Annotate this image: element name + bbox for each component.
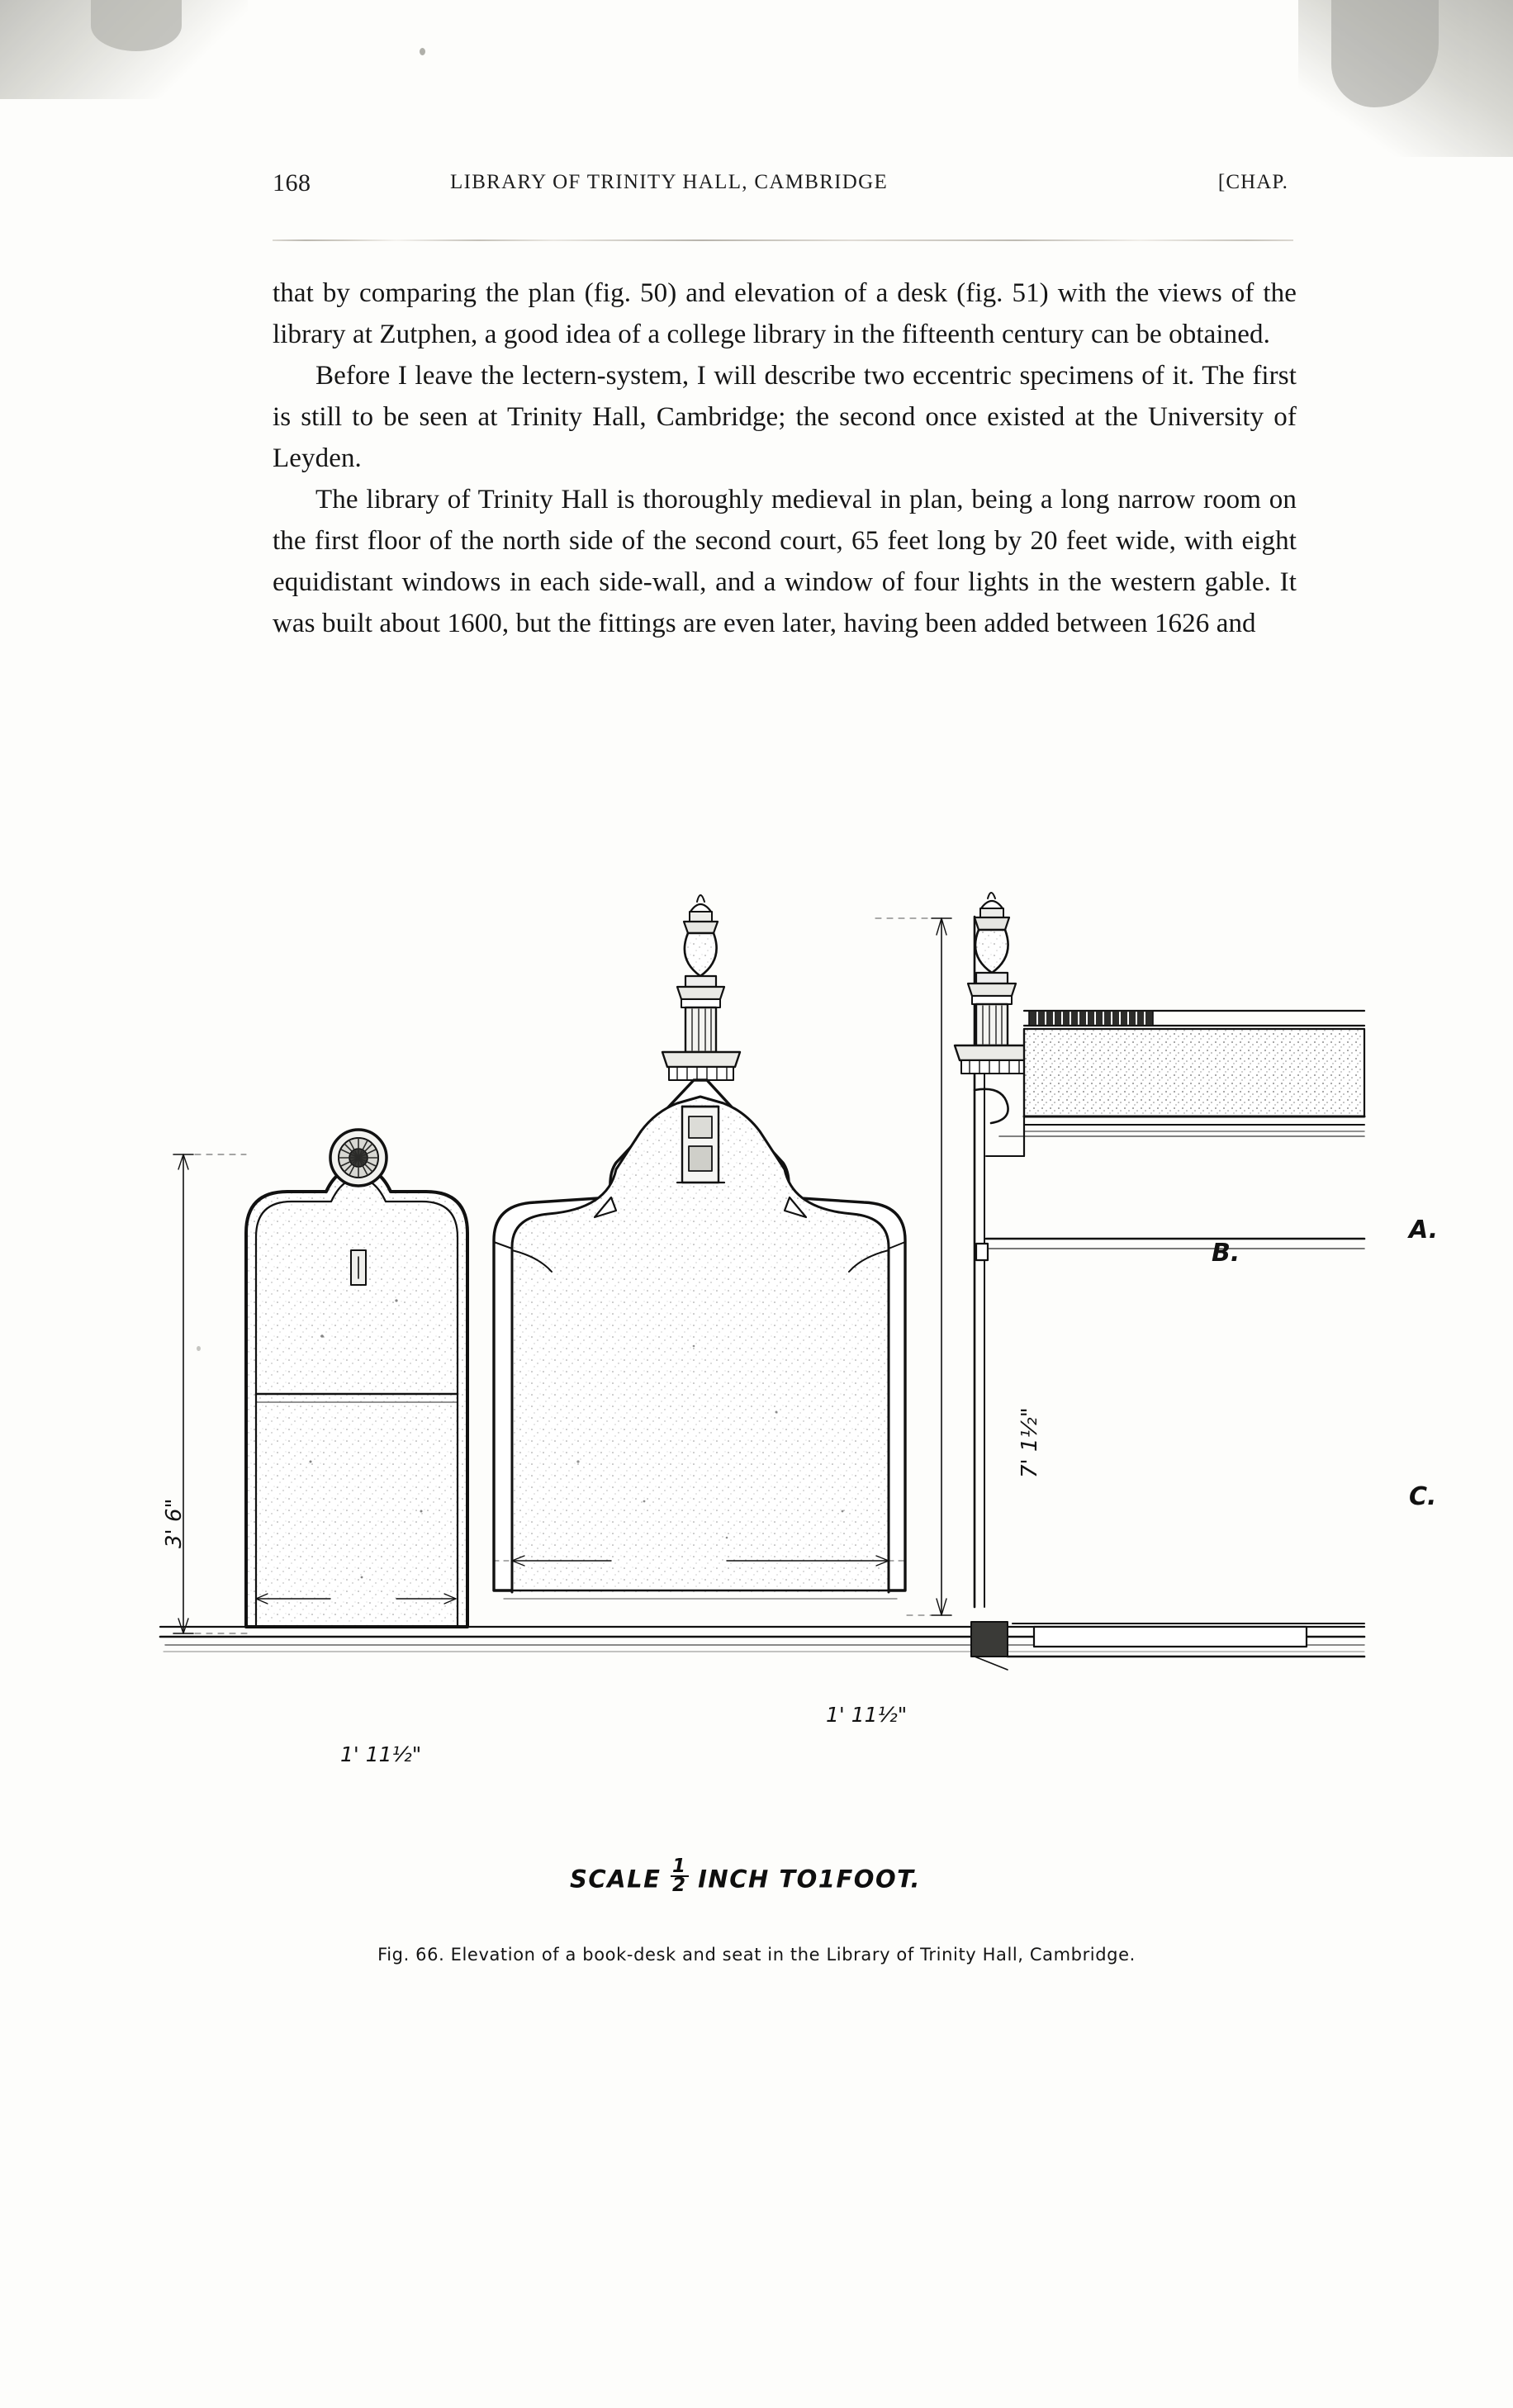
dimension-seat-height: 3' 6" — [162, 1498, 187, 1548]
scale-note-suffix: FOOT. — [836, 1865, 921, 1894]
scale-note-unit: 1 — [818, 1865, 837, 1894]
scan-shadow-top-right — [1298, 0, 1513, 157]
paragraph-1: that by comparing the plan (fig. 50) and elevation of a desk (fig. 51) with the views of the library at Zutphen, a good idea of a college library in the fifteenth century can be obtained. — [273, 278, 1297, 349]
callout-label-a: A. — [1409, 1216, 1439, 1244]
scale-note-prefix: SCALE — [570, 1865, 662, 1894]
scale-fraction-denominator: 2 — [672, 1874, 687, 1896]
scan-speck — [420, 48, 425, 55]
figure-scale-note — [570, 1858, 921, 1894]
dimension-desk-height: 7' 1½" — [1017, 1407, 1042, 1478]
paragraph-2: Before I leave the lectern-system, I will describe two eccentric specimens of it. The first is still to be seen at Trinity Hall, Cambridge; the second once existed at the University of Leyden. — [273, 361, 1297, 473]
scale-fraction-numerator: 1 — [672, 1856, 687, 1877]
scan-shadow-top-left — [0, 0, 248, 99]
paragraph-3: The library of Trinity Hall is thoroughly medieval in plan, being a long narrow room on the first floor of the north side of the second court, 65 feet long by 20 feet wide, with eight equidistant windows in each side-wall, and a window of four lights in the western gable. It was built about 1600, but the fittings are even later, having been added between 1626 and — [273, 485, 1297, 638]
callout-label-c: C. — [1409, 1482, 1437, 1511]
callout-label-b: B. — [1212, 1239, 1240, 1268]
header-rule — [273, 239, 1293, 241]
body-text — [273, 273, 1297, 644]
dimension-seat-width: 1' 11½" — [340, 1742, 422, 1766]
figure-caption: Fig. 66. Elevation of a book-desk and seat in the Library of Trinity Hall, Cambridge. — [377, 1945, 1136, 1965]
page-number: 168 — [273, 169, 311, 197]
figure-illustration — [149, 884, 1387, 1875]
dimension-desk-width: 1' 11½" — [826, 1703, 908, 1727]
book-desk-elevation-drawing — [149, 884, 1387, 1875]
scale-fraction — [671, 1858, 689, 1894]
running-head — [273, 169, 1288, 202]
chapter-marker: [CHAP. — [1217, 171, 1288, 193]
running-title: LIBRARY OF TRINITY HALL, CAMBRIDGE — [450, 171, 889, 193]
scale-note-middle: INCH TO — [698, 1865, 818, 1894]
